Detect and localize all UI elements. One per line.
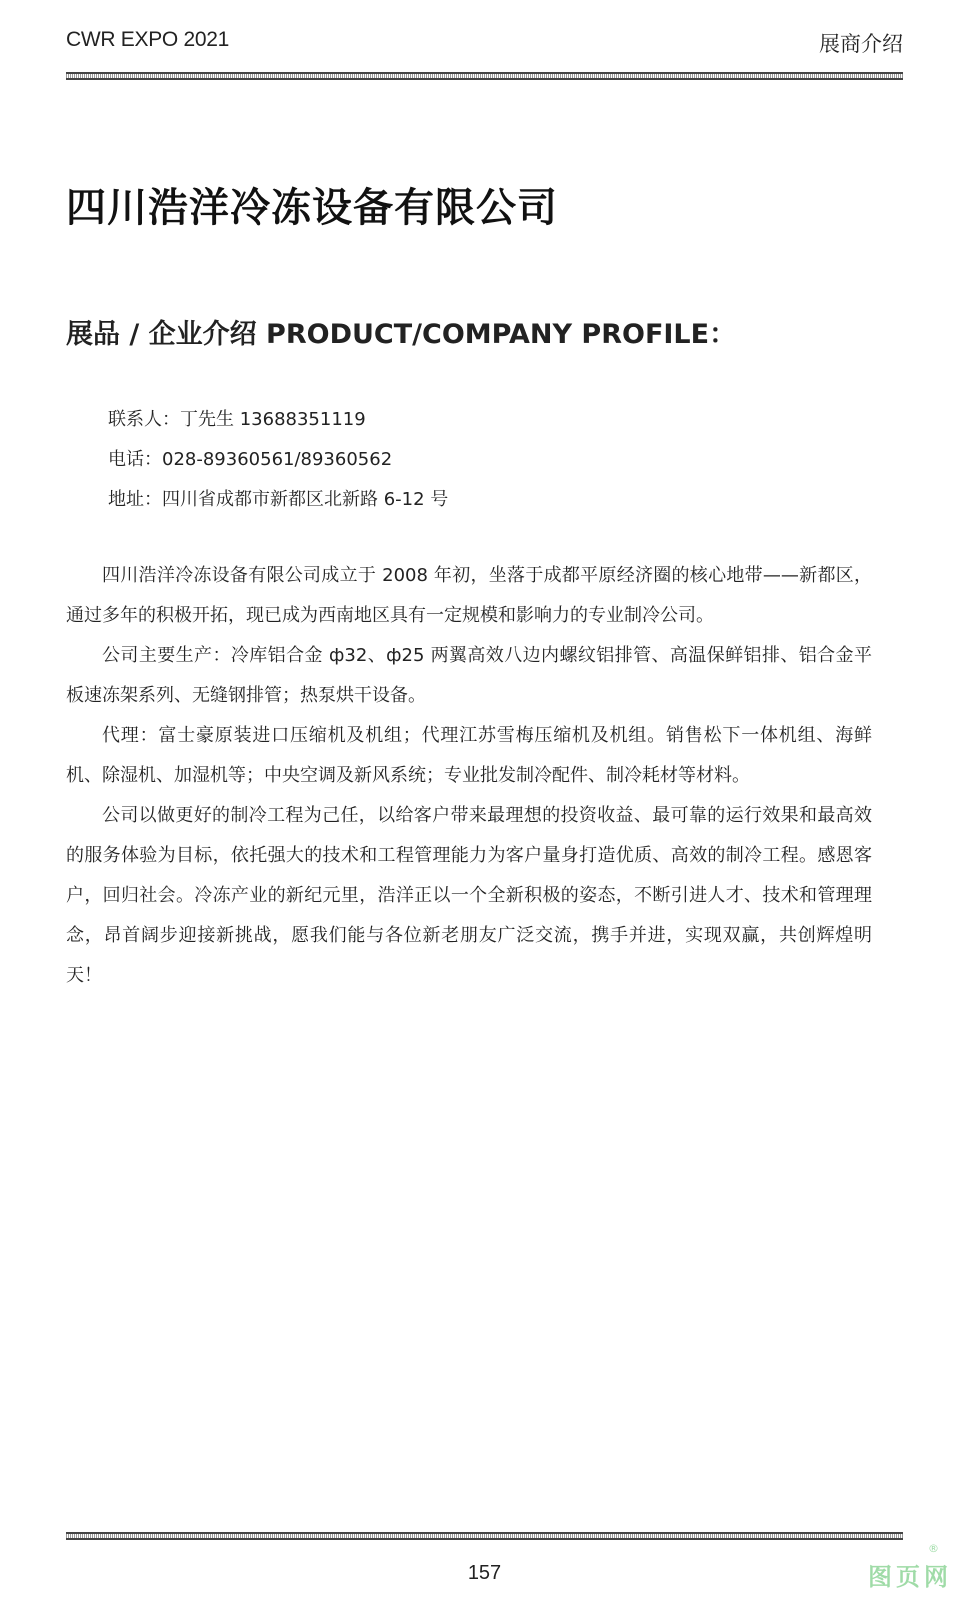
header-divider [66, 72, 903, 80]
watermark-text: 图页网 [868, 1562, 952, 1591]
profile-heading: 展品 / 企业介绍 PRODUCT/COMPANY PROFILE： [66, 319, 737, 350]
page-number: 157 [467, 1562, 502, 1584]
company-name: 四川浩洋冷冻设备有限公司 [66, 185, 558, 231]
contact-phone: 电话：028-89360561/89360562 [108, 449, 393, 470]
contact-address: 地址：四川省成都市新都区北新路 6-12 号 [108, 489, 449, 510]
contact-person: 联系人：丁先生 13688351119 [108, 409, 366, 430]
paragraph-intro: 四川浩洋冷冻设备有限公司成立于 2008 年初，坐落于成都平原经济圈的核心地带——新都区，通过多年的积极开拓，现已成为西南地区具有一定规模和影响力的专业制冷公司。 [66, 565, 872, 626]
registered-mark-icon: ® [928, 1542, 939, 1555]
header-expo-title: CWR EXPO 2021 [66, 28, 229, 51]
header-section-title: 展商介绍 [819, 32, 903, 56]
footer-divider [66, 1532, 903, 1540]
watermark-logo [865, 1542, 955, 1592]
contact-block [108, 400, 448, 520]
paragraph-agency: 代理：富士豪原装进口压缩机及机组；代理江苏雪梅压缩机及机组。销售松下一体机组、海鲜机、除湿机、加湿机等；中央空调及新风系统；专业批发制冷配件、制冷耗材等材料。 [66, 725, 872, 786]
paragraph-products: 公司主要生产：冷库铝合金 ф32、ф25 两翼高效八边内螺纹铝排管、高温保鲜铝排、铝合金平板速冻架系列、无缝钢排管；热泵烘干设备。 [66, 645, 872, 706]
paragraph-mission: 公司以做更好的制冷工程为己任，以给客户带来最理想的投资收益、最可靠的运行效果和最高效的服务体验为目标，依托强大的技术和工程管理能力为客户量身打造优质、高效的制冷工程。感恩客户，回归社会。冷冻产业的新纪元里，浩洋正以一个全新积极的姿态，不断引进人才、技术和管理理念，昂首阔步迎接新挑战，愿我们能与各位新老朋友广泛交流，携手并进，实现双赢，共创辉煌明天！ [66, 805, 872, 986]
company-description [66, 556, 872, 996]
